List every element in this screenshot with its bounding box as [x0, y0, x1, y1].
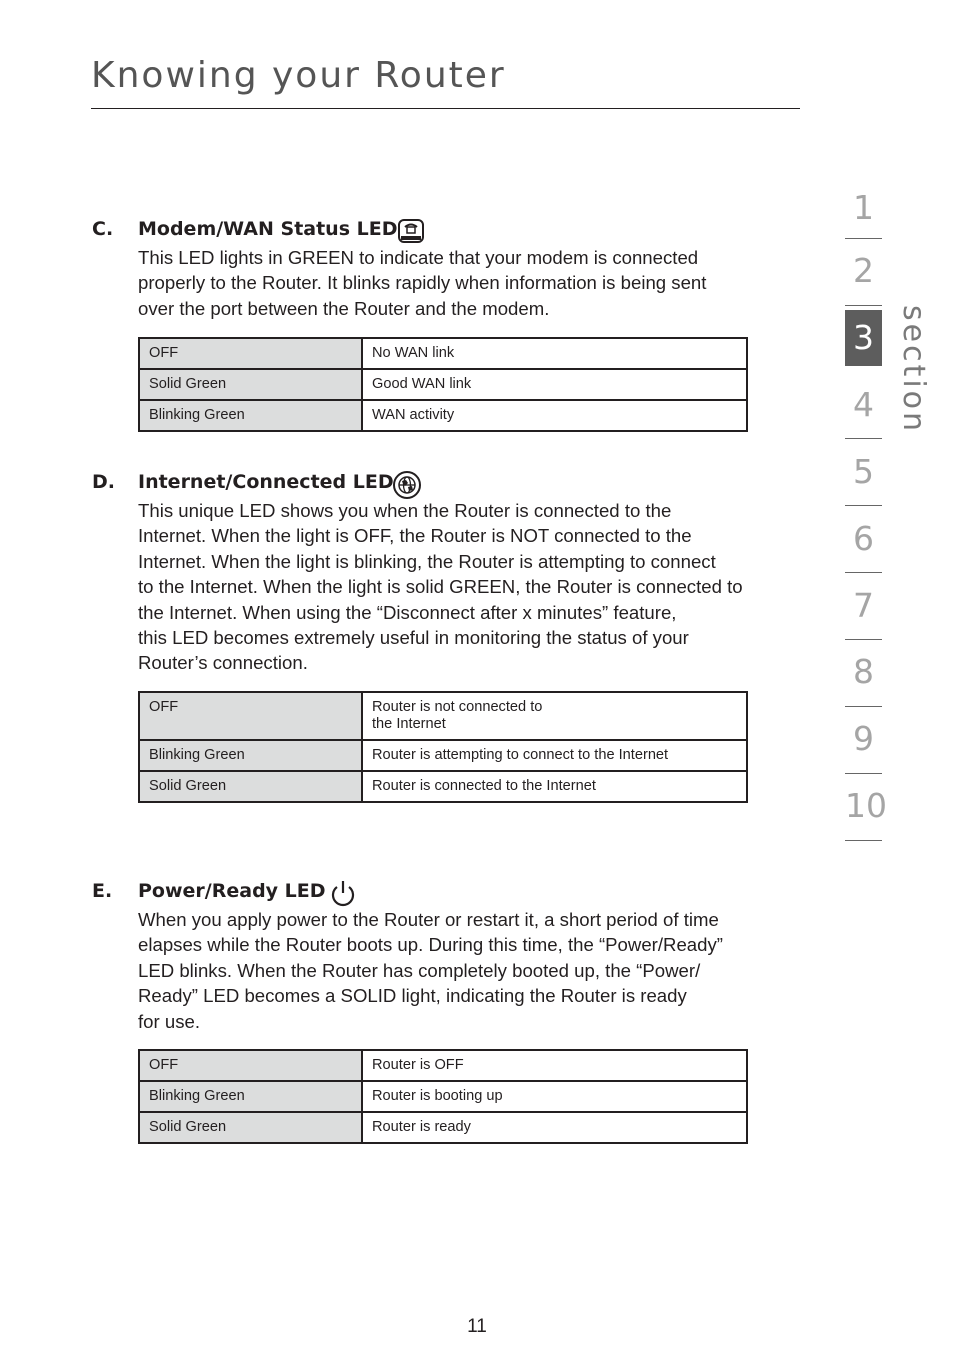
led-meaning-cell: Router is booting up — [362, 1081, 747, 1112]
meaning-line: the Internet — [372, 716, 446, 732]
description-line: for use. — [138, 1010, 201, 1032]
led-state-cell: Blinking Green — [139, 1081, 362, 1112]
page-title: Knowing your Router — [91, 55, 506, 96]
led-state-cell: Solid Green — [139, 1112, 362, 1143]
table-row — [139, 1081, 747, 1112]
led-meaning-cell — [362, 692, 747, 740]
led-status-table-modem — [138, 337, 748, 432]
section-heading — [92, 470, 802, 498]
description-line: properly to the Router. It blinks rapidly when information is being sent — [138, 272, 707, 294]
globe-icon — [392, 470, 420, 498]
description-line: Internet. When the light is blinking, the Router is attempting to connect — [138, 550, 716, 572]
led-state-cell: OFF — [139, 1050, 362, 1081]
nav-divider — [845, 639, 882, 640]
nav-divider — [845, 840, 882, 841]
table-row — [139, 338, 747, 369]
led-state-cell: Solid Green — [139, 771, 362, 802]
table-row — [139, 740, 747, 771]
section-nav-item-5[interactable]: 5 — [853, 452, 874, 491]
section-nav-item-6[interactable]: 6 — [853, 519, 874, 558]
nav-divider — [845, 773, 882, 774]
section-letter: D. — [92, 471, 115, 493]
page-number: 11 — [467, 1316, 487, 1337]
table-row — [139, 1112, 747, 1143]
section-power-ready — [92, 879, 802, 1034]
description-line: over the port between the Router and the modem. — [138, 297, 550, 319]
section-nav-item-1[interactable]: 1 — [853, 188, 874, 227]
description-line: to the Internet. When the light is solid GREEN, the Router is connected to — [138, 576, 743, 598]
nav-divider — [845, 238, 882, 239]
section-internet-connected — [92, 470, 802, 676]
led-status-table-internet — [138, 691, 748, 803]
led-meaning-cell: No WAN link — [362, 338, 747, 369]
section-nav-item-4[interactable]: 4 — [853, 385, 874, 424]
description-line: This LED lights in GREEN to indicate that your modem is connected — [138, 247, 699, 268]
led-state-cell: Solid Green — [139, 369, 362, 400]
section-heading — [92, 217, 802, 245]
nav-divider — [845, 706, 882, 707]
section-description — [138, 245, 808, 321]
section-nav-item-2[interactable]: 2 — [853, 251, 874, 290]
description-line: elapses while the Router boots up. During this time, the “Power/Ready” — [138, 934, 723, 956]
section-title: Modem/WAN Status LED — [138, 218, 398, 240]
description-line: This unique LED shows you when the Router is connected to the — [138, 500, 672, 521]
led-state-cell: OFF — [139, 692, 362, 740]
led-state-cell: OFF — [139, 338, 362, 369]
section-nav-item-9[interactable]: 9 — [853, 719, 874, 758]
section-title: Power/Ready LED — [138, 880, 326, 902]
description-line: the Internet. When using the “Disconnect after x minutes” feature, — [138, 601, 677, 623]
section-title: Internet/Connected LED — [138, 471, 394, 493]
led-meaning-cell: WAN activity — [362, 400, 747, 431]
nav-divider — [845, 572, 882, 573]
description-line: Router’s connection. — [138, 652, 308, 674]
led-meaning-cell: Router is attempting to connect to the Internet — [362, 740, 747, 771]
section-heading — [92, 879, 802, 907]
meaning-line: Router is not connected to — [372, 699, 543, 715]
led-status-table-power — [138, 1049, 748, 1144]
description-line: this LED becomes extremely useful in monitoring the status of your — [138, 627, 689, 649]
section-label-vertical: section — [896, 305, 931, 435]
led-state-cell: Blinking Green — [139, 400, 362, 431]
led-meaning-cell: Router is OFF — [362, 1050, 747, 1081]
led-meaning-cell: Good WAN link — [362, 369, 747, 400]
section-nav-item-10[interactable]: 10 — [845, 786, 887, 825]
title-divider — [91, 108, 800, 109]
nav-divider — [845, 438, 882, 439]
led-meaning-cell: Router is connected to the Internet — [362, 771, 747, 802]
section-modem-wan — [92, 217, 802, 321]
table-row — [139, 692, 747, 740]
nav-divider — [845, 305, 882, 306]
table-row — [139, 1050, 747, 1081]
table-row — [139, 369, 747, 400]
phone-icon — [397, 217, 425, 245]
section-nav-item-3-active[interactable]: 3 — [845, 310, 882, 366]
led-state-cell: Blinking Green — [139, 740, 362, 771]
description-line: Ready” LED becomes a SOLID light, indicating the Router is ready — [138, 985, 687, 1007]
description-line: When you apply power to the Router or restart it, a short period of time — [138, 909, 719, 930]
table-row — [139, 400, 747, 431]
led-meaning-cell: Router is ready — [362, 1112, 747, 1143]
section-description — [138, 498, 808, 676]
section-letter: C. — [92, 218, 114, 240]
section-letter: E. — [92, 880, 113, 902]
nav-divider — [845, 505, 882, 506]
power-icon — [328, 879, 356, 907]
section-nav-item-8[interactable]: 8 — [853, 652, 874, 691]
table-row — [139, 771, 747, 802]
section-nav-item-7[interactable]: 7 — [853, 586, 874, 625]
description-line: Internet. When the light is OFF, the Router is NOT connected to the — [138, 525, 692, 547]
section-description — [138, 907, 808, 1034]
description-line: LED blinks. When the Router has completely booted up, the “Power/ — [138, 959, 701, 981]
